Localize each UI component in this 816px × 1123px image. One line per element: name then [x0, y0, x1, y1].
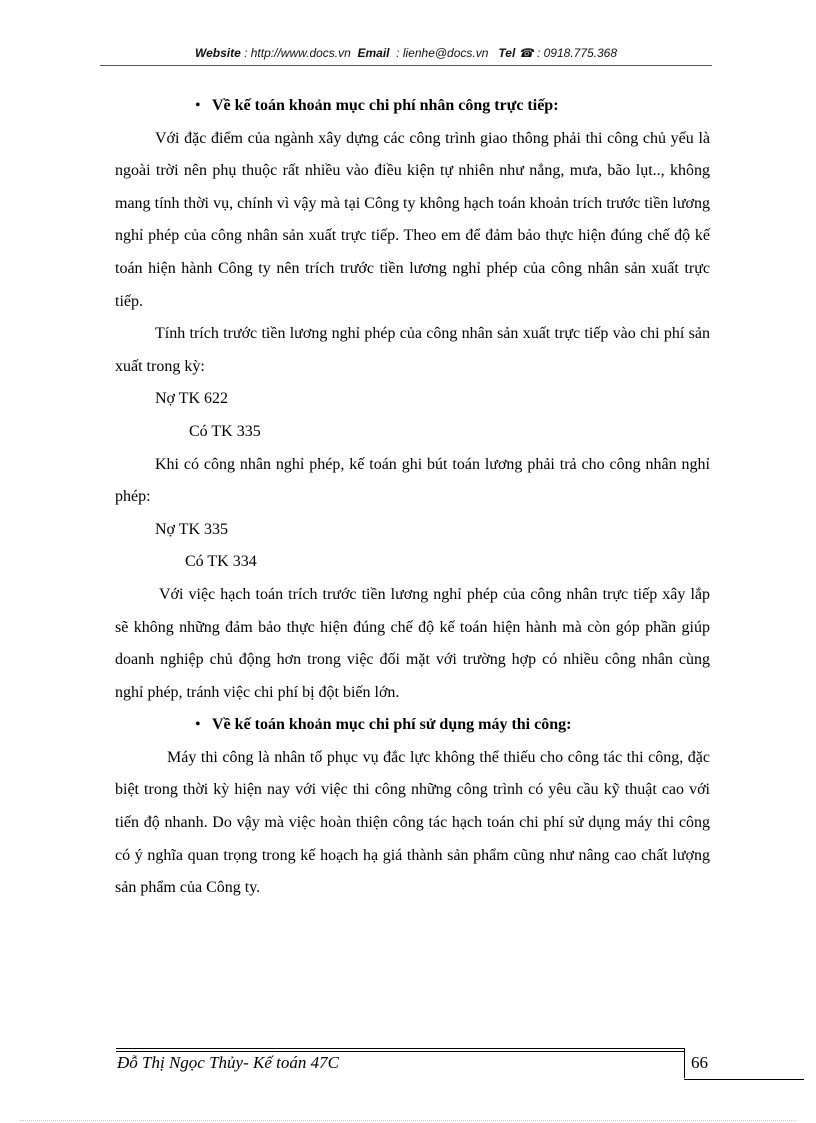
paragraph: Với đặc điểm của ngành xây dựng các công trình giao thông phải thi công chủ yếu là ngoài trời nên phụ thuộc rất nhiều vào điều kiện tự nhiên như nắng, mưa, bão lụt.., không mang tính thời vụ, chính vì vậy mà tại Công ty không hạch toán khoản trích trước tiền lương nghỉ phép của công nhân sản xuất trực tiếp. Theo em để đảm bảo thực hiện đúng chế độ kế toán hiện hành Công ty nên trích trước tiền lương nghỉ phép của công nhân sản xuất trực tiếp. [115, 129, 710, 310]
document-body [115, 90, 710, 905]
journal-credit: Có TK 335 [189, 422, 261, 440]
website-label: Website [194, 46, 241, 60]
footer-divider [116, 1048, 684, 1049]
footer-separator [684, 1048, 685, 1078]
page-number: 66 [691, 1053, 708, 1072]
email-address: : lienhe@docs.vn [396, 46, 489, 60]
tel-label: Tel [498, 46, 516, 60]
paragraph: Tính trích trước tiền lương nghỉ phép của công nhân sản xuất trực tiếp vào chi phí sản xuất trong kỳ: [115, 325, 710, 375]
journal-debit: Nợ TK 335 [155, 520, 229, 538]
paragraph: Khi có công nhân nghỉ phép, kế toán ghi bút toán lương phải trả cho công nhân nghỉ phép: [115, 455, 710, 506]
page-edge [20, 1120, 796, 1121]
page-header [100, 46, 712, 60]
tel-number: ☎ : 0918.775.368 [518, 46, 618, 60]
section-heading-labor: • Về kế toán khoản mục chi phí nhân công trực tiếp: [115, 90, 710, 123]
email-label: Email [357, 46, 390, 60]
website-url: : http://www.docs.vn [244, 46, 351, 60]
journal-debit: Nợ TK 622 [155, 390, 229, 408]
section-heading-machinery: • Về kế toán khoản mục chi phí sử dụng máy thi công: [115, 709, 710, 742]
footer-divider [116, 1051, 684, 1052]
footer-author: Đỗ Thị Ngọc Thủy- Kế toán 47C [117, 1053, 339, 1072]
bullet-icon: • [195, 97, 201, 114]
bullet-icon: • [195, 716, 201, 734]
paragraph: Với việc hạch toán trích trước tiền lương nghỉ phép của công nhân trực tiếp xây lắp sẽ không những đảm bảo thực hiện đúng chế độ kế toán hiện hành mà còn góp phần giúp doanh nghiệp chủ động hơn trong việc đối mặt với trường hợp có nhiều công nhân cùng nghỉ phép, tránh việc chi phí bị đột biến lớn. [115, 585, 710, 701]
paragraph: Máy thi công là nhân tố phục vụ đắc lực không thể thiếu cho công tác thi công, đặc biệt trong thời kỳ hiện nay với việc thi công những công trình có yêu cầu kỹ thuật cao với tiến độ nhanh. Do vậy mà việc hoàn thiện công tác hạch toán chi phí sử dụng máy thi công có ý nghĩa quan trọng trong kế hoạch hạ giá thành sản phẩm cũng như nâng cao chất lượng sản phẩm của Công ty. [115, 748, 710, 897]
journal-credit: Có TK 334 [185, 553, 257, 571]
footer-underline [684, 1079, 804, 1080]
header-divider [100, 65, 712, 66]
